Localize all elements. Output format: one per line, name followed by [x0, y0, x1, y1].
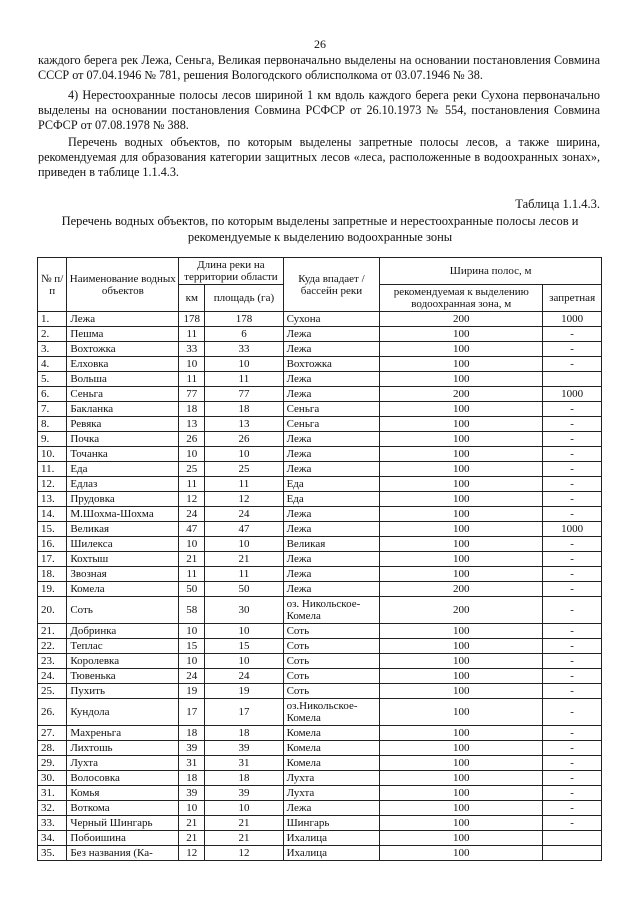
- water-object-name: Махреньга: [67, 726, 179, 741]
- forbidden-width: -: [543, 801, 602, 816]
- length-km: 77: [179, 387, 205, 402]
- water-object-name: М.Шохма-Шохма: [67, 507, 179, 522]
- recommended-width: 100: [380, 699, 543, 726]
- area-ha: 47: [205, 522, 283, 537]
- area-ha: 39: [205, 741, 283, 756]
- basin: Комела: [283, 756, 380, 771]
- area-ha: 17: [205, 699, 283, 726]
- basin: Ихалица: [283, 846, 380, 861]
- table-row: [38, 342, 602, 357]
- area-ha: 10: [205, 801, 283, 816]
- row-number: 29.: [38, 756, 67, 771]
- water-object-name: Теплас: [67, 639, 179, 654]
- length-km: 24: [179, 669, 205, 684]
- basin: Лежа: [283, 462, 380, 477]
- basin: Лухта: [283, 771, 380, 786]
- basin: Сеньга: [283, 402, 380, 417]
- length-km: 25: [179, 462, 205, 477]
- water-object-name: Вохтожка: [67, 342, 179, 357]
- length-km: 12: [179, 492, 205, 507]
- basin: Комела: [283, 726, 380, 741]
- header-num: № п/п: [38, 258, 67, 312]
- water-object-name: Едлаз: [67, 477, 179, 492]
- basin: Еда: [283, 492, 380, 507]
- water-object-name: Кундола: [67, 699, 179, 726]
- row-number: 26.: [38, 699, 67, 726]
- recommended-width: 100: [380, 639, 543, 654]
- area-ha: 10: [205, 624, 283, 639]
- recommended-width: 100: [380, 567, 543, 582]
- area-ha: 18: [205, 726, 283, 741]
- table-row: [38, 756, 602, 771]
- forbidden-width: -: [543, 699, 602, 726]
- recommended-width: 200: [380, 582, 543, 597]
- table-row: [38, 699, 602, 726]
- water-object-name: Бакланка: [67, 402, 179, 417]
- water-object-name: Волосовка: [67, 771, 179, 786]
- forbidden-width: [543, 846, 602, 861]
- length-km: 39: [179, 741, 205, 756]
- row-number: 14.: [38, 507, 67, 522]
- water-object-name: Точанка: [67, 447, 179, 462]
- table-row: [38, 432, 602, 447]
- row-number: 7.: [38, 402, 67, 417]
- row-number: 3.: [38, 342, 67, 357]
- basin: Соть: [283, 669, 380, 684]
- forbidden-width: -: [543, 402, 602, 417]
- row-number: 9.: [38, 432, 67, 447]
- length-km: 10: [179, 624, 205, 639]
- basin: Соть: [283, 654, 380, 669]
- row-number: 21.: [38, 624, 67, 639]
- table-row: [38, 357, 602, 372]
- recommended-width: 100: [380, 462, 543, 477]
- area-ha: 11: [205, 372, 283, 387]
- row-number: 1.: [38, 312, 67, 327]
- forbidden-width: -: [543, 552, 602, 567]
- water-object-name: Елховка: [67, 357, 179, 372]
- table-row: [38, 372, 602, 387]
- length-km: 178: [179, 312, 205, 327]
- paragraph-2: 4) Нерестоохранные полосы лесов шириной 1 км вдоль каждого берега реки Сухона первоначально выделены на основании постановления Совмина РСФСР от 26.10.1973 № 554, постановления Совмина РСФСР от 07.08.1978 № 388.: [38, 88, 600, 132]
- length-km: 21: [179, 816, 205, 831]
- area-ha: 21: [205, 816, 283, 831]
- basin: Соть: [283, 684, 380, 699]
- recommended-width: 100: [380, 537, 543, 552]
- length-km: 21: [179, 831, 205, 846]
- area-ha: 39: [205, 786, 283, 801]
- row-number: 16.: [38, 537, 67, 552]
- length-km: 11: [179, 327, 205, 342]
- area-ha: 6: [205, 327, 283, 342]
- area-ha: 10: [205, 357, 283, 372]
- length-km: 10: [179, 537, 205, 552]
- recommended-width: 100: [380, 372, 543, 387]
- forbidden-width: 1000: [543, 522, 602, 537]
- recommended-width: 100: [380, 669, 543, 684]
- forbidden-width: -: [543, 507, 602, 522]
- table-header: [38, 258, 602, 312]
- row-number: 35.: [38, 846, 67, 861]
- water-object-name: Пухить: [67, 684, 179, 699]
- water-object-name: Лежа: [67, 312, 179, 327]
- water-objects-table: [37, 257, 602, 861]
- recommended-width: 100: [380, 741, 543, 756]
- basin: Лежа: [283, 372, 380, 387]
- row-number: 27.: [38, 726, 67, 741]
- recommended-width: 100: [380, 846, 543, 861]
- page-number: 26: [314, 37, 326, 51]
- area-ha: 18: [205, 402, 283, 417]
- table-row: [38, 624, 602, 639]
- length-km: 10: [179, 357, 205, 372]
- recommended-width: 100: [380, 492, 543, 507]
- forbidden-width: -: [543, 726, 602, 741]
- table-row: [38, 771, 602, 786]
- basin: Сухона: [283, 312, 380, 327]
- forbidden-width: -: [543, 654, 602, 669]
- length-km: 10: [179, 447, 205, 462]
- table-row: [38, 846, 602, 861]
- forbidden-width: -: [543, 786, 602, 801]
- recommended-width: 100: [380, 477, 543, 492]
- length-km: 15: [179, 639, 205, 654]
- forbidden-width: -: [543, 447, 602, 462]
- forbidden-width: -: [543, 342, 602, 357]
- basin: Сеньга: [283, 417, 380, 432]
- recommended-width: 100: [380, 342, 543, 357]
- area-ha: 19: [205, 684, 283, 699]
- basin: Великая: [283, 537, 380, 552]
- recommended-width: 100: [380, 417, 543, 432]
- row-number: 32.: [38, 801, 67, 816]
- forbidden-width: -: [543, 669, 602, 684]
- area-ha: 11: [205, 567, 283, 582]
- length-km: 10: [179, 801, 205, 816]
- recommended-width: 100: [380, 507, 543, 522]
- length-km: 13: [179, 417, 205, 432]
- water-object-name: Королевка: [67, 654, 179, 669]
- water-object-name: Еда: [67, 462, 179, 477]
- row-number: 8.: [38, 417, 67, 432]
- forbidden-width: -: [543, 462, 602, 477]
- table-row: [38, 597, 602, 624]
- basin: Лежа: [283, 507, 380, 522]
- row-number: 12.: [38, 477, 67, 492]
- basin: Лежа: [283, 387, 380, 402]
- table-row: [38, 669, 602, 684]
- length-km: 31: [179, 756, 205, 771]
- row-number: 20.: [38, 597, 67, 624]
- area-ha: 18: [205, 771, 283, 786]
- forbidden-width: -: [543, 756, 602, 771]
- table-label: Таблица 1.1.4.3.: [515, 197, 600, 211]
- length-km: 39: [179, 786, 205, 801]
- paragraph-3: Перечень водных объектов, по которым выделены запретные полосы лесов, а также ширина, рекомендуемая для образования категории защитных лесов «леса, расположенные в водоохранных зонах», приведен в таблице 1.1.4.3.: [38, 135, 600, 179]
- basin: Лежа: [283, 567, 380, 582]
- recommended-width: 100: [380, 756, 543, 771]
- forbidden-width: -: [543, 684, 602, 699]
- area-ha: 24: [205, 507, 283, 522]
- length-km: 21: [179, 552, 205, 567]
- area-ha: 178: [205, 312, 283, 327]
- area-ha: 26: [205, 432, 283, 447]
- water-object-name: Великая: [67, 522, 179, 537]
- recommended-width: 100: [380, 552, 543, 567]
- table-row: [38, 522, 602, 537]
- recommended-width: 100: [380, 831, 543, 846]
- recommended-width: 100: [380, 801, 543, 816]
- row-number: 18.: [38, 567, 67, 582]
- area-ha: 77: [205, 387, 283, 402]
- length-km: 58: [179, 597, 205, 624]
- area-ha: 12: [205, 846, 283, 861]
- recommended-width: 200: [380, 312, 543, 327]
- forbidden-width: -: [543, 432, 602, 447]
- forbidden-width: -: [543, 357, 602, 372]
- recommended-width: 100: [380, 432, 543, 447]
- basin: Лежа: [283, 432, 380, 447]
- area-ha: 31: [205, 756, 283, 771]
- table-row: [38, 741, 602, 756]
- recommended-width: 100: [380, 726, 543, 741]
- basin: Лухта: [283, 786, 380, 801]
- forbidden-width: -: [543, 582, 602, 597]
- area-ha: 15: [205, 639, 283, 654]
- area-ha: 25: [205, 462, 283, 477]
- table-row: [38, 447, 602, 462]
- water-object-name: Тювенька: [67, 669, 179, 684]
- basin: Шингарь: [283, 816, 380, 831]
- water-object-name: Вольша: [67, 372, 179, 387]
- length-km: 26: [179, 432, 205, 447]
- row-number: 11.: [38, 462, 67, 477]
- water-object-name: Ревяка: [67, 417, 179, 432]
- header-area: площадь (га): [205, 285, 283, 312]
- basin: Лежа: [283, 522, 380, 537]
- area-ha: 10: [205, 447, 283, 462]
- row-number: 25.: [38, 684, 67, 699]
- forbidden-width: 1000: [543, 312, 602, 327]
- row-number: 24.: [38, 669, 67, 684]
- row-number: 4.: [38, 357, 67, 372]
- table-row: [38, 462, 602, 477]
- recommended-width: 200: [380, 387, 543, 402]
- area-ha: 21: [205, 552, 283, 567]
- basin: Соть: [283, 624, 380, 639]
- header-length: Длина реки на территории области: [179, 258, 283, 285]
- forbidden-width: -: [543, 492, 602, 507]
- area-ha: 30: [205, 597, 283, 624]
- forbidden-width: -: [543, 771, 602, 786]
- row-number: 31.: [38, 786, 67, 801]
- water-object-name: Комела: [67, 582, 179, 597]
- basin: оз.Никольское-Комела: [283, 699, 380, 726]
- recommended-width: 100: [380, 624, 543, 639]
- table-row: [38, 402, 602, 417]
- basin: Лежа: [283, 327, 380, 342]
- basin: Лежа: [283, 801, 380, 816]
- recommended-width: 100: [380, 357, 543, 372]
- water-object-name: Без названия (Ка-: [67, 846, 179, 861]
- recommended-width: 100: [380, 786, 543, 801]
- length-km: 10: [179, 654, 205, 669]
- forbidden-width: -: [543, 327, 602, 342]
- area-ha: 10: [205, 654, 283, 669]
- header-km: км: [179, 285, 205, 312]
- length-km: 11: [179, 567, 205, 582]
- forbidden-width: [543, 372, 602, 387]
- row-number: 30.: [38, 771, 67, 786]
- length-km: 50: [179, 582, 205, 597]
- table-row: [38, 639, 602, 654]
- basin: Лежа: [283, 582, 380, 597]
- basin: Комела: [283, 741, 380, 756]
- row-number: 22.: [38, 639, 67, 654]
- water-object-name: Соть: [67, 597, 179, 624]
- forbidden-width: -: [543, 624, 602, 639]
- water-object-name: Кохтыш: [67, 552, 179, 567]
- row-number: 34.: [38, 831, 67, 846]
- recommended-width: 100: [380, 816, 543, 831]
- water-object-name: Звозная: [67, 567, 179, 582]
- table-body: [38, 312, 602, 861]
- water-object-name: Черный Шингарь: [67, 816, 179, 831]
- length-km: 19: [179, 684, 205, 699]
- water-object-name: Шилекса: [67, 537, 179, 552]
- table-row: [38, 312, 602, 327]
- table-row: [38, 654, 602, 669]
- row-number: 13.: [38, 492, 67, 507]
- table-row: [38, 684, 602, 699]
- table-row: [38, 816, 602, 831]
- length-km: 47: [179, 522, 205, 537]
- table-caption: Перечень водных объектов, по которым выделены запретные и нерестоохранные полосы лесов и рекомендуемые к выделению водоохранные зоны: [61, 214, 579, 244]
- recommended-width: 100: [380, 771, 543, 786]
- row-number: 19.: [38, 582, 67, 597]
- basin: Еда: [283, 477, 380, 492]
- length-km: 11: [179, 477, 205, 492]
- water-object-name: Добринка: [67, 624, 179, 639]
- table-row: [38, 786, 602, 801]
- row-number: 5.: [38, 372, 67, 387]
- water-object-name: Побоишина: [67, 831, 179, 846]
- forbidden-width: 1000: [543, 387, 602, 402]
- water-object-name: Воткома: [67, 801, 179, 816]
- water-object-name: Почка: [67, 432, 179, 447]
- length-km: 18: [179, 771, 205, 786]
- table-row: [38, 726, 602, 741]
- header-basin: Куда впадает / бассейн реки: [283, 258, 380, 312]
- forbidden-width: -: [543, 597, 602, 624]
- table-row: [38, 801, 602, 816]
- area-ha: 11: [205, 477, 283, 492]
- row-number: 2.: [38, 327, 67, 342]
- table-row: [38, 537, 602, 552]
- length-km: 17: [179, 699, 205, 726]
- area-ha: 12: [205, 492, 283, 507]
- length-km: 18: [179, 402, 205, 417]
- water-object-name: Прудовка: [67, 492, 179, 507]
- row-number: 10.: [38, 447, 67, 462]
- row-number: 28.: [38, 741, 67, 756]
- water-object-name: Лухта: [67, 756, 179, 771]
- table-row: [38, 582, 602, 597]
- area-ha: 50: [205, 582, 283, 597]
- recommended-width: 200: [380, 597, 543, 624]
- table-row: [38, 831, 602, 846]
- basin: Соть: [283, 639, 380, 654]
- header-name: Наименование водных объектов: [67, 258, 179, 312]
- area-ha: 24: [205, 669, 283, 684]
- forbidden-width: -: [543, 741, 602, 756]
- table-row: [38, 387, 602, 402]
- water-object-name: Комья: [67, 786, 179, 801]
- length-km: 18: [179, 726, 205, 741]
- basin: оз. Никольское-Комела: [283, 597, 380, 624]
- table-row: [38, 567, 602, 582]
- forbidden-width: -: [543, 639, 602, 654]
- forbidden-width: [543, 831, 602, 846]
- recommended-width: 100: [380, 654, 543, 669]
- basin: Ихалица: [283, 831, 380, 846]
- water-object-name: Сеньга: [67, 387, 179, 402]
- length-km: 33: [179, 342, 205, 357]
- forbidden-width: -: [543, 537, 602, 552]
- header-recommended: рекомендуемая к выделению водоохранная зона, м: [380, 285, 543, 312]
- row-number: 15.: [38, 522, 67, 537]
- table-row: [38, 492, 602, 507]
- paragraph-1: каждого берега рек Лежа, Сеньга, Великая первоначально выделены на основании постановления Совмина СССР от 07.04.1946 № 781, решения Вологодского облисполкома от 03.07.1946 № 38.: [38, 53, 600, 82]
- recommended-width: 100: [380, 447, 543, 462]
- length-km: 12: [179, 846, 205, 861]
- table-row: [38, 507, 602, 522]
- area-ha: 33: [205, 342, 283, 357]
- basin: Лежа: [283, 447, 380, 462]
- row-number: 23.: [38, 654, 67, 669]
- row-number: 17.: [38, 552, 67, 567]
- forbidden-width: -: [543, 477, 602, 492]
- header-width: Ширина полос, м: [380, 258, 602, 285]
- table-row: [38, 477, 602, 492]
- basin: Лежа: [283, 342, 380, 357]
- basin: Вохтожка: [283, 357, 380, 372]
- table-row: [38, 327, 602, 342]
- table-row: [38, 417, 602, 432]
- recommended-width: 100: [380, 327, 543, 342]
- water-object-name: Пешма: [67, 327, 179, 342]
- row-number: 33.: [38, 816, 67, 831]
- forbidden-width: -: [543, 816, 602, 831]
- forbidden-width: -: [543, 567, 602, 582]
- area-ha: 13: [205, 417, 283, 432]
- water-object-name: Лихтошь: [67, 741, 179, 756]
- row-number: 6.: [38, 387, 67, 402]
- recommended-width: 100: [380, 522, 543, 537]
- recommended-width: 100: [380, 684, 543, 699]
- recommended-width: 100: [380, 402, 543, 417]
- length-km: 11: [179, 372, 205, 387]
- length-km: 24: [179, 507, 205, 522]
- header-forbidden: запретная: [543, 285, 602, 312]
- basin: Лежа: [283, 552, 380, 567]
- area-ha: 10: [205, 537, 283, 552]
- forbidden-width: -: [543, 417, 602, 432]
- area-ha: 21: [205, 831, 283, 846]
- table-row: [38, 552, 602, 567]
